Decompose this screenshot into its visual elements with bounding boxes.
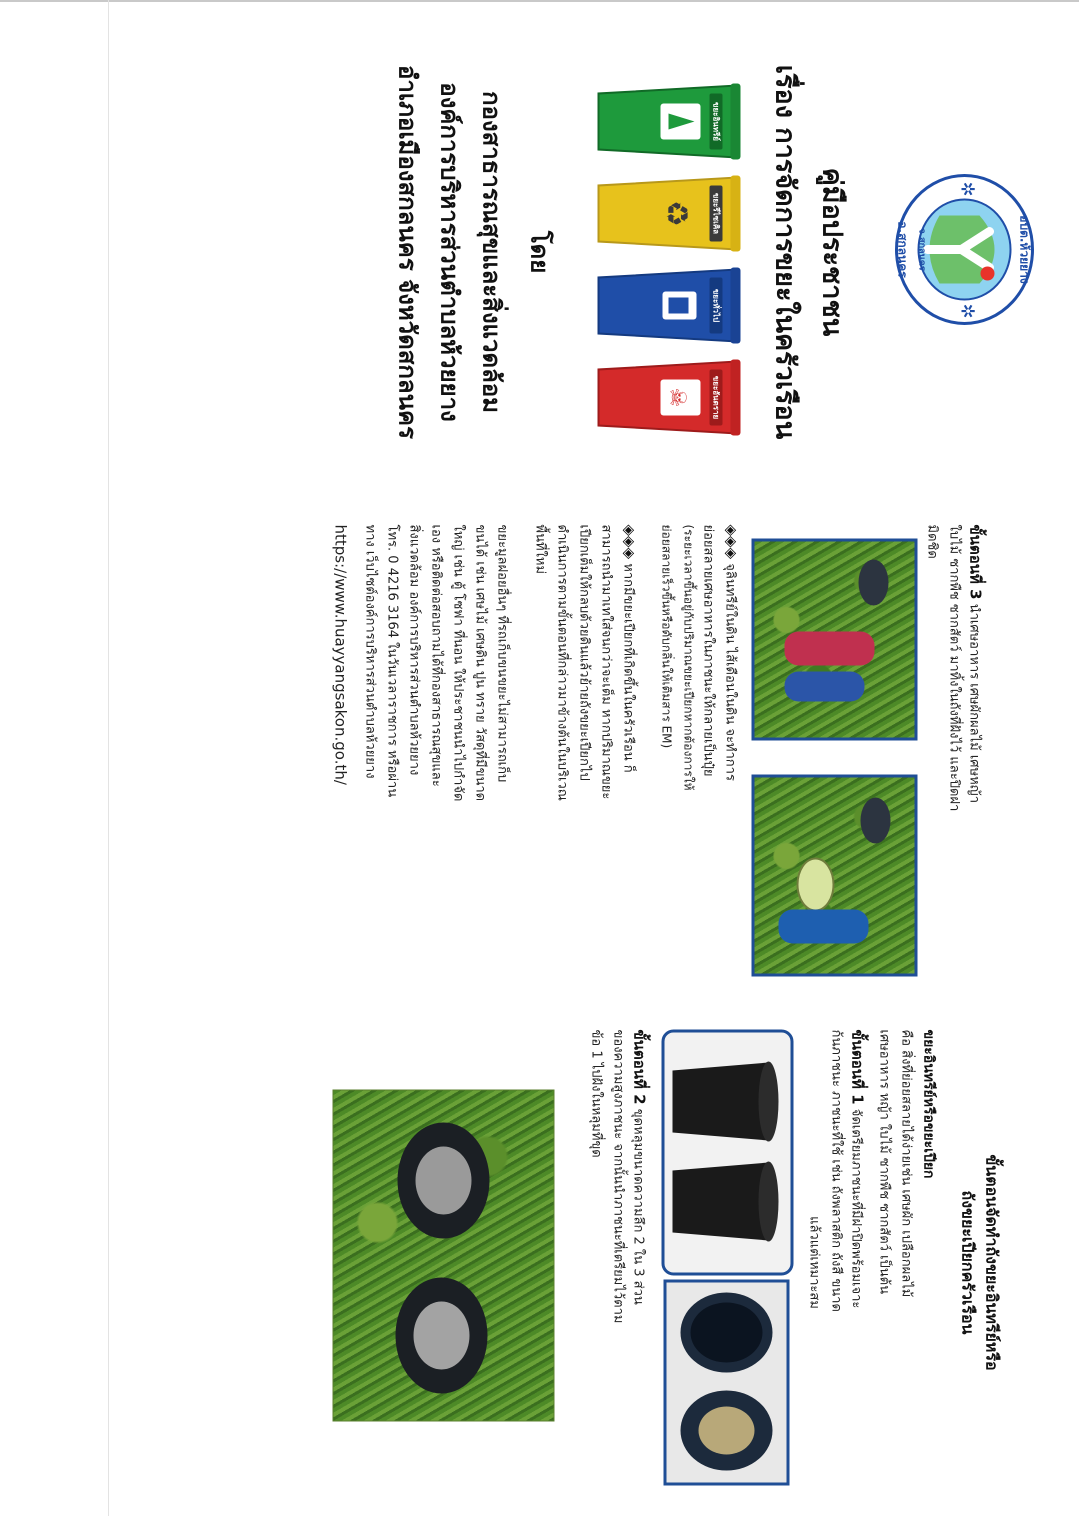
step1-text-1: จัดเตรียมภาชนะที่มีฝาปิดพร้อมเจาะ bbox=[848, 1108, 864, 1309]
tip1-marker-icon: ◈◈◈ bbox=[722, 524, 741, 560]
bin-organic-label: ขยะอินทรีย์ bbox=[710, 94, 723, 150]
logo-bottom-text: อ.สกลนคร bbox=[895, 221, 910, 278]
steps-subtitle: ถังขยะเปียกครัวเรือน bbox=[958, 1190, 978, 1335]
tip2-line-2: สามารถนำมาเทใส่จนกว่าจะเต็ม หากปริมาณขยะ bbox=[598, 524, 614, 800]
tip2-line-3: เปียกเต็มให้กลบด้วยดินแล้วย้ายถังขยะเปียกไป bbox=[576, 524, 592, 781]
by-label: โดย bbox=[525, 230, 554, 274]
bulky-line-2: ขนได้ เช่น เศษไม้ เศษดิน ปูน ทราย วัสดุที่มีขนาด bbox=[472, 524, 488, 802]
step1-line-3: แล้วแต่เหมาะสม bbox=[806, 1216, 822, 1309]
tip2-line-4: ดำเนินการตามขั้นตอนที่กล่าวมาข้างต้นในบริเวณ bbox=[554, 524, 570, 801]
bin-hazard-label: ขยะอันตราย bbox=[710, 370, 723, 426]
org-line-1: กองสาธารณสุขและสิ่งแวดล้อม bbox=[477, 90, 506, 414]
step2-text-1: ขุดหลุมขนาดความลึก 2 ใน 3 ส่วน bbox=[630, 1108, 646, 1305]
photo-child bbox=[785, 632, 875, 666]
step3-heading: ขั้นตอนที่ 3 bbox=[966, 524, 985, 600]
org-logo bbox=[890, 170, 1040, 330]
step3-line-1 bbox=[964, 525, 988, 804]
step2-heading: ขั้นตอนที่ 2 bbox=[630, 1029, 649, 1105]
bulky-line-7: ทาง เว็บไซต์องค์การบริหารส่วนตำบลห้วยยาง bbox=[362, 524, 378, 779]
bulky-line-1: ขยะมูลฝอยอื่นๆ ที่รถเก็บขนขยะไม่สามารถเก็บ bbox=[494, 524, 510, 783]
bucket-interior-icon bbox=[667, 1283, 787, 1483]
cover-title: คู่มือประชาชน bbox=[816, 167, 848, 337]
step3-line-2: ใบไม้ ซากพืช ซากสัตว์ มาทิ้งในถังที่ฝังไว้ และปิดฝา bbox=[946, 524, 962, 812]
step2-line-2: ของความสูงภาชนะ จากนั้นนำภาชนะที่เตรียมไว้ตาม bbox=[610, 1029, 626, 1324]
photo-basin bbox=[797, 858, 835, 912]
svg-text:☠: ☠ bbox=[664, 387, 690, 408]
logo-top-text: อบต.ห้วยยาง bbox=[1017, 215, 1032, 284]
photo-black-buckets bbox=[662, 1030, 794, 1276]
tip1-line-3: (ระยะเวลาขึ้นอยู่กับปริมาณขยะเปียกหากต้องการให้ bbox=[681, 524, 696, 791]
bin-recycle bbox=[595, 172, 745, 256]
tip1-line-4: ย่อยสลายเร็วขึ้นหรือดับกลิ่นให้เติมสาร EM) bbox=[659, 524, 674, 749]
step3-line-3: มิดชิด bbox=[924, 524, 940, 559]
photo-grass bbox=[755, 778, 915, 974]
bin-general bbox=[595, 264, 745, 348]
tip1-text-1: จุลินทรีย์ในดิน ไส้เดือนในดิน จะทำการ bbox=[722, 563, 738, 781]
tip1-line-2: ย่อยสลายเศษอาหารในภาชนะให้กลายเป็นปุ๋ย bbox=[700, 524, 716, 777]
step1-line-1 bbox=[846, 1030, 870, 1309]
tip2-marker-icon: ◈◈◈ bbox=[620, 524, 639, 560]
photo-bucket-interior bbox=[664, 1280, 790, 1486]
step3-text-1: นำเศษอาหาร เศษผักผลไม้ เศษหญ้า bbox=[966, 603, 982, 804]
tip2-line-1 bbox=[619, 525, 640, 773]
step2-line-3: ข้อ 1 ไปฝังในหลุมที่ขุด bbox=[588, 1029, 604, 1158]
photo-children-bins-2 bbox=[752, 775, 918, 977]
photo-child bbox=[785, 672, 865, 702]
photo-child bbox=[779, 910, 869, 944]
bulky-line-6: โทร. 0 4216 3164 ในวันเวลาราชการ หรือผ่าน bbox=[384, 524, 400, 798]
logo-badge-text: จ.สกลนคร bbox=[916, 228, 927, 271]
black-buckets-icon bbox=[665, 1033, 791, 1273]
bin-organic bbox=[595, 80, 745, 164]
svg-text:♻: ♻ bbox=[658, 200, 694, 227]
steps-title: ขั้นตอนจัดทำถังขยะอินทรีย์หรือ bbox=[982, 1154, 1002, 1371]
svg-text:✲: ✲ bbox=[956, 181, 978, 197]
bulky-line-3: ใหญ่ เช่น ตู้ โซฟา ที่นอน ให้ประชาชนนำไปกำจัด bbox=[450, 524, 466, 802]
tip2-text-1: หากมีขยะเปียกที่เกิดขึ้นในครัวเรือน ก็ bbox=[620, 563, 636, 773]
bin-general-label: ขยะทั่วไป bbox=[710, 278, 723, 334]
cover-panel bbox=[1, 0, 1079, 505]
tips-panel bbox=[1, 505, 1079, 1010]
tip1-line-1 bbox=[721, 525, 742, 781]
definition-line-1: คือ สิ่งที่ย่อยสลายได้ง่ายเช่น เศษผัก เปลือกผลไม้ bbox=[898, 1029, 914, 1298]
photo-buried-bins bbox=[333, 1090, 555, 1422]
website-link[interactable]: https://www.huayyangsakon.go.th/ bbox=[331, 524, 350, 785]
photo-bin bbox=[861, 798, 891, 844]
tip2-line-5: พื้นที่ใหม่ bbox=[532, 524, 548, 575]
bulky-line-4: เอง หรือติดต่อสอบถามได้ที่กองสาธารณสุขและ bbox=[428, 524, 444, 787]
bin-recycle-label: ขยะรีไซเคิล bbox=[710, 186, 723, 242]
rotated-sheet bbox=[1, 0, 1079, 1516]
bin-hazard bbox=[595, 356, 745, 440]
cover-subtitle: เรื่อง การจัดการขยะในครัวเรือน bbox=[769, 64, 801, 440]
definition-heading: ขยะอินทรีย์หรือขยะเปียก bbox=[920, 1029, 937, 1179]
photo-bin bbox=[859, 560, 889, 606]
org-line-2: องค์การบริหารส่วนตำบลห้วยยาง bbox=[435, 82, 464, 422]
step1-heading: ขั้นตอนที่ 1 bbox=[848, 1029, 867, 1105]
svg-text:✲: ✲ bbox=[956, 303, 978, 319]
steps-panel bbox=[1, 1010, 1079, 1516]
bulky-line-5: สิ่งแวดล้อม องค์การบริหารส่วนตำบลห้วยยาง bbox=[406, 524, 422, 776]
buried-bins-icon bbox=[334, 1091, 554, 1421]
definition-line-2: เศษอาหาร หญ้า ใบไม้ ซากพืช ซากสัตว์ เป็นต้น bbox=[876, 1029, 892, 1295]
step2-line-1 bbox=[628, 1030, 652, 1305]
step1-line-2: ก้นภาชนะ ภาชนะที่ใช้ เช่น ถังพลาสติก ถังสี ขนาด bbox=[828, 1029, 844, 1312]
waste-bins-row bbox=[595, 80, 745, 440]
photo-children-bins-1 bbox=[752, 539, 918, 741]
org-line-3: อำเภอเมืองสกลนคร จังหวัดสกลนคร bbox=[393, 65, 422, 439]
